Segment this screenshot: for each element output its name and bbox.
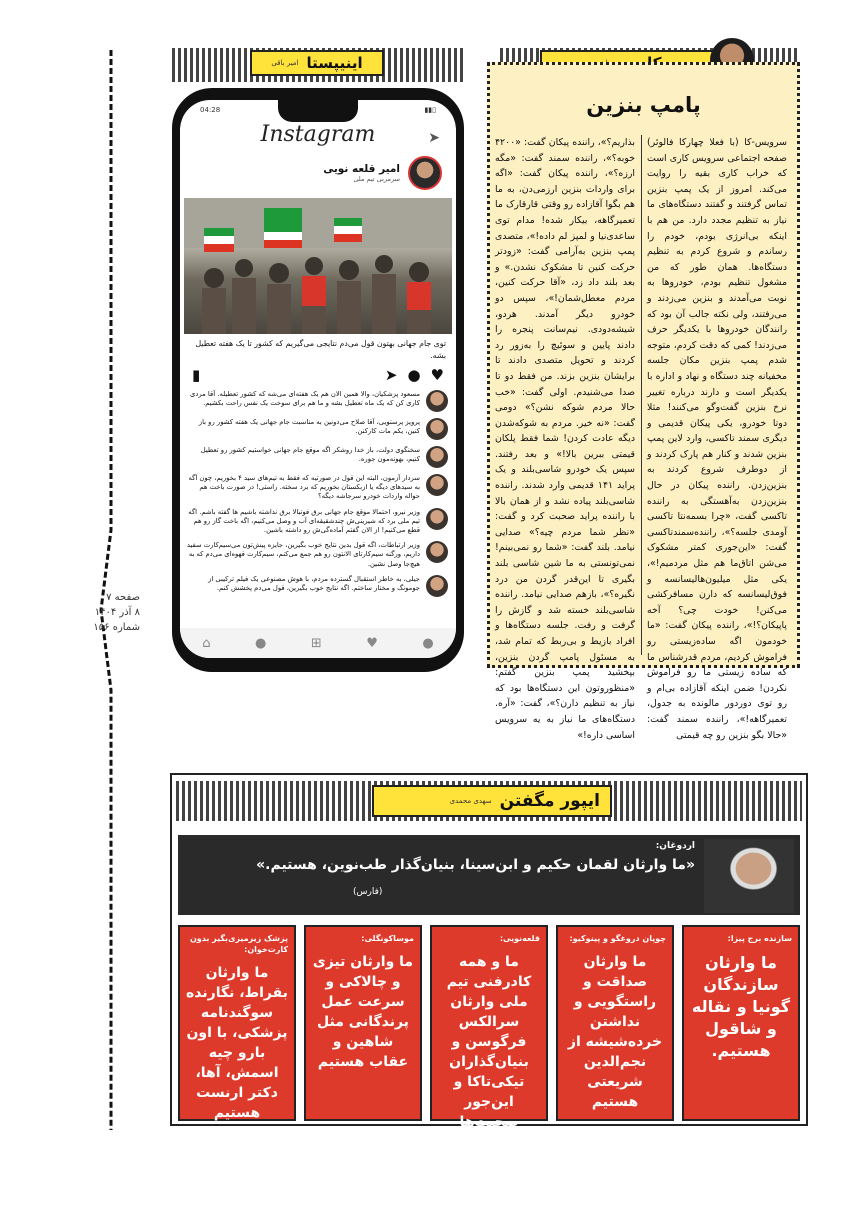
card-label: سازنده برج پیزا: bbox=[727, 934, 792, 943]
speaker-photo bbox=[704, 839, 794, 913]
comment-item[interactable] bbox=[186, 390, 448, 412]
comments-list bbox=[186, 390, 448, 603]
article-box bbox=[487, 62, 800, 741]
bottom-banner bbox=[372, 785, 612, 817]
comment-item[interactable] bbox=[186, 508, 448, 536]
card-text: ما وارثان تیزی و چالاکی و سرعت عمل پرندگانی مثل شاهین و عقاب هستیم bbox=[312, 954, 414, 1070]
card-label: چوپان دروغگو و پینوکیو: bbox=[569, 934, 666, 943]
post-caption: توی جام جهانی بهتون قول می‌دم نتایجی می‌گیریم که کشور تا یک هفته تعطیل بشه. bbox=[195, 339, 446, 360]
quote-source: (فارس) bbox=[353, 887, 383, 897]
bottom-author: سهدی محمدی bbox=[449, 797, 492, 805]
comment-text: پرویز پرستویی، آقا صلاح می‌دونین به مناسبت جام جهانی یک هفته کشور رو باز کنین، یکم مات کارکنن. bbox=[198, 418, 420, 436]
comment-icon[interactable]: ● bbox=[407, 366, 421, 384]
insta-section-title: اینیپستا bbox=[306, 54, 363, 72]
comment-text: سخنگوی دولت، باز خدا روشکر اگه موقع جام جهانی خواستیم کشور رو تعطیل کنیم، بهونه‌مون جوره. bbox=[200, 446, 420, 464]
response-cards bbox=[178, 925, 800, 1150]
avatar[interactable] bbox=[408, 156, 442, 190]
comment-item[interactable] bbox=[186, 575, 448, 597]
post-actions bbox=[192, 366, 444, 384]
response-card bbox=[430, 925, 548, 1150]
card-text: ما وارثان صداقت و راستگویی و نداشتن خرده‌شیشه از نجم‌الدین شریعتی هستیم bbox=[567, 954, 663, 1110]
comment-text: مسعود پزشکیان، والا همین الان هم یک هفته‌ای می‌شه که کشور تعطیله. آقا مردی کاری کن که یک ماه تعطیل بشه و ما هم برای سوخت یک نفس راحت بکشیم. bbox=[190, 390, 420, 408]
article-headline: پامپ بنزین bbox=[586, 93, 701, 117]
quote-text: «ما وارثان لقمان حکیم و ابن‌سینا، بنیان‌گذار طب‌نوین، هستیم.» bbox=[256, 857, 695, 873]
battery-icon: ▮▮▯ bbox=[424, 106, 436, 114]
share-icon[interactable]: ➤ bbox=[384, 366, 398, 384]
post-photo[interactable] bbox=[184, 198, 452, 334]
status-bar bbox=[200, 106, 436, 118]
article-column-right: سرویس-کا (با فعلا چهارکا فالوئر) صفحه اجتماعی سرویس کاری است که خراب کاری بقیه را روایت می‌کند. امروز از یک پمپ بنزین تماس گرفتند و گفتند دستگاه‌های ما نیاز به تنظیم مجدد دارد. من هم با اینکه بی‌انرژی بودم، خودم را رساندم و شروع کردم به تنظیم دستگاه‌ها. همان طور که من مشغول تنظیم بودم، خودروها به نوبت می‌آمدند و بنزین می‌زدند و می‌رفتند، ولی نکته جالب آن بود که رانندگان خودروها با یکدیگر حرف می‌زدند! کمی که دقت کردم، متوجه شدم پمپ بنزین مکان جلسه مخفیانه چند دستگاه و نهاد و اداره با یکدیگر است و دارند درباره تغییر نرخ بنزین گفت‌وگو می‌کنند! مثلا دوتا خودرو، یکی پیکان قدیمی و دیگری سمند تاکسی، وارد لاین پمپ بنزین شدند و کنار هم پارک کردند و از دوطرف شروع کردند به بنزین‌زدن. راننده پیکان در حال بنزین‌زدن به‌آهستگی به راننده تاکسی گفت، «چرا بسمه‌نتا تاکسی آومدی جلسه؟»، راننده‌سمندتاکسی گفت: «این‌جوری کمتر مشکوک می‌شن اتاق‌ما هم مثل مردمیم!»، یکی مثل میلیون‌هالیسانسه و فوق‌لیسانسه که دارن مسافرکشی می‌کنن! خودت چی؟ آخه پاپیکان؟!»، راننده پیکان گفت: «ما خودمون اگه ساده‌زیستی رو فراموش کردیم، مردم قدرشناس ما که ساده زیستی ما رو فراموش نکردن! ضمن اینکه آقازاده بی‌ام و رو توی دوردور مالونده به جدول، تعمیرگاهه!»، راننده سمند گفت: «حالا بگو بنزین رو چه قیمتی bbox=[647, 137, 787, 741]
issue-number: شماره ۱۵۶ bbox=[93, 622, 140, 633]
profile-icon[interactable]: ● bbox=[422, 635, 434, 651]
bookmark-icon[interactable]: ▮ bbox=[192, 366, 201, 384]
card-text: ما وارثان سازندگان گونیا و نقاله و شاقول هستیم. bbox=[691, 953, 791, 1060]
page-info bbox=[60, 590, 140, 635]
heart-icon[interactable]: ♥ bbox=[366, 635, 378, 651]
card-label: قلعه‌نویی: bbox=[499, 934, 540, 943]
post-user-subtitle: سرمربی تیم ملی bbox=[353, 175, 400, 183]
card-text: ما وارثان بقراط، نگارنده سوگندنامه پزشکی، با اون بارو چیه اسمش، آها، دکتر ارنست هستیم bbox=[186, 965, 288, 1121]
tab-bar bbox=[180, 628, 456, 658]
home-icon[interactable]: ⌂ bbox=[202, 635, 211, 651]
phone-mockup bbox=[172, 88, 464, 672]
quote-box bbox=[178, 835, 800, 915]
page-date: ۸ آذر ۱۴۰۴ bbox=[94, 607, 140, 618]
response-card bbox=[178, 925, 296, 1121]
avatar bbox=[426, 575, 448, 597]
search-icon[interactable]: ● bbox=[254, 635, 267, 651]
response-card bbox=[682, 925, 800, 1121]
avatar bbox=[426, 541, 448, 563]
instagram-logo: Instagram bbox=[260, 122, 376, 147]
post-username[interactable]: امیر قلعه نویی bbox=[323, 163, 400, 175]
like-icon[interactable]: ♥ bbox=[430, 366, 444, 384]
avatar bbox=[426, 446, 448, 468]
comment-text: وزیر ارتباطات، اگه قول بدین نتایج خوب بگیرین، جایزه پیش‌تون می‌سیم‌کارت سفید داریم، ورگنه سیم‌کارتای الانتون رو هم جمع می‌کنم، سیم‌کارت قهوه‌ای می‌دم که به هیچ‌جا وصل نشین. bbox=[186, 541, 420, 568]
comment-item[interactable] bbox=[186, 446, 448, 468]
card-label: پزشک زیرمیزی‌بگیر بدون کارت‌خوان: bbox=[189, 934, 288, 954]
insta-section-author: امیر باقی bbox=[271, 59, 299, 67]
comment-item[interactable] bbox=[186, 541, 448, 569]
bottom-title: ایپور مگفتن bbox=[499, 791, 600, 811]
bottom-header bbox=[172, 775, 806, 827]
send-icon[interactable]: ➤ bbox=[428, 130, 440, 146]
add-post-icon[interactable]: ⊞ bbox=[310, 635, 322, 651]
card-text: ما و همه کادرفنی تیم ملی وارثان سرالکس فرگوسن و بنیان‌گذاران تیکی‌تاکا و این‌جور صحبت‌ها هستیم bbox=[446, 954, 532, 1150]
comment-item[interactable] bbox=[186, 418, 448, 440]
page-number: صفحه ۷ bbox=[106, 592, 140, 603]
status-time: 04:28 bbox=[200, 106, 221, 114]
avatar bbox=[426, 474, 448, 496]
comment-text: سردار آزمون، البته این قول در صورتیه که فقط به تیم‌های سید ۴ بخوریم، چون آگه به سیدهای دیگه یا ازبکستان بخوریم که برد سخته. راستی! در صورت باخت هم حواله واردات خودرو سرجاشه دیگه؟ bbox=[188, 474, 420, 501]
response-card bbox=[556, 925, 674, 1121]
avatar bbox=[426, 390, 448, 412]
comment-text: جیلی، به خاطر استقبال گسترده مردم، با هوش مصنوعی یک فیلم ترکیبی از جومونگ و مختار ساختم. اگه نتایج خوب بگیرین، قول می‌دم پخشش کنم. bbox=[208, 574, 420, 593]
bottom-section bbox=[170, 773, 808, 1150]
phone-screen bbox=[180, 100, 456, 658]
avatar bbox=[426, 508, 448, 530]
crowd-illustration bbox=[184, 198, 452, 334]
comment-text: وزیر نیرو، احتمالا موقع جام جهانی برق فوتبالا برق نداشته باشیم ها گفته باشم. اگه تیم ملی برد که شیرینی‌ش چندشقیقه‌ای آب و وصل می‌کنیم، اگه باخت گاز رو هم قطع می‌کنیم! از الان گفتم آماده‌گی‌ش رو داشته باشین. bbox=[188, 507, 420, 535]
article-column-left: بذاریم؟»، راننده پیکان گفت: «۴۲۰۰ خوبه؟»، راننده سمند گفت: «مگه ارزه؟»، راننده پیکان گفت: «اگه برای واردات بنزین ارزمی‌دن، به ما هم بگوا آقازاده رو وقتی قارقارک ما تعمیرگاهه، بیکار شده! مدام توی ساعدی‌نیا و لمپز لم داده!»، متصدی پمپ بنزین به‌آرامی گفت: «زودتر حرکت کنین تا مشکوک نشدن.» و بعد بلند داد زد، «آقا حرکت کنین، مردم معطل‌شمان!»، سپس دو خودرو دیگر آمدند. هردو، شیشه‌دودی. نیم‌سانت پنجره را دادند پایین و سوئیچ را به‌زور رد کردند و تحویل متصدی دادند تا برایشان بنزین بزند. من فقط دو تا صدا می‌شنیدم. اولی گفت: «خب حالا مردم شوکه نشن؟» دومی گفت: «نه خیر. مردم به شوکه‌شدن دیگه عادت کردن! شما فقط پلکان قیمتی ببرین بالا!» و بعد رفتند. سپس یک خودرو شاسی‌بلند و یک پراید ۱۴۱ قدیمی وارد شدند. راننده شاسی‌بلند پیاده نشد و از همان بالا با راننده پراید صحبت کرد و گفت: «نظر شما مردم چیه؟» صدایی نیامد. بلند گفت: «شما رو نمی‌بینم! نمی‌تونستی به ما شین شاسی بلند بگیری تا این‌قدر گردن من درد نگیره؟»، بازهم صدایی نیامد. راننده شاسی‌بلند خسته شد و گازش را گرفت و رفت. جلسه دستگاه‌ها و افراد بازیط و بی‌ربط که تمام شد، به مسئول پامپ گردن بنزین، بپخشید پمپ بنزین گفتم: «منظوروتون این دستگاه‌ها بود که نیاز به تنظیم دارن؟»، گفت: «آره. دستگاه‌های ما نیاز به یه سرویس اساسی داره!» bbox=[495, 137, 635, 741]
insta-section-banner bbox=[250, 50, 384, 76]
avatar bbox=[426, 418, 448, 440]
card-label: موساکونگلی: bbox=[361, 934, 414, 943]
quote-speaker: اردوغان: bbox=[655, 841, 695, 851]
response-card bbox=[304, 925, 422, 1121]
comment-item[interactable] bbox=[186, 474, 448, 502]
post-header bbox=[323, 156, 442, 190]
column-divider bbox=[641, 135, 642, 655]
